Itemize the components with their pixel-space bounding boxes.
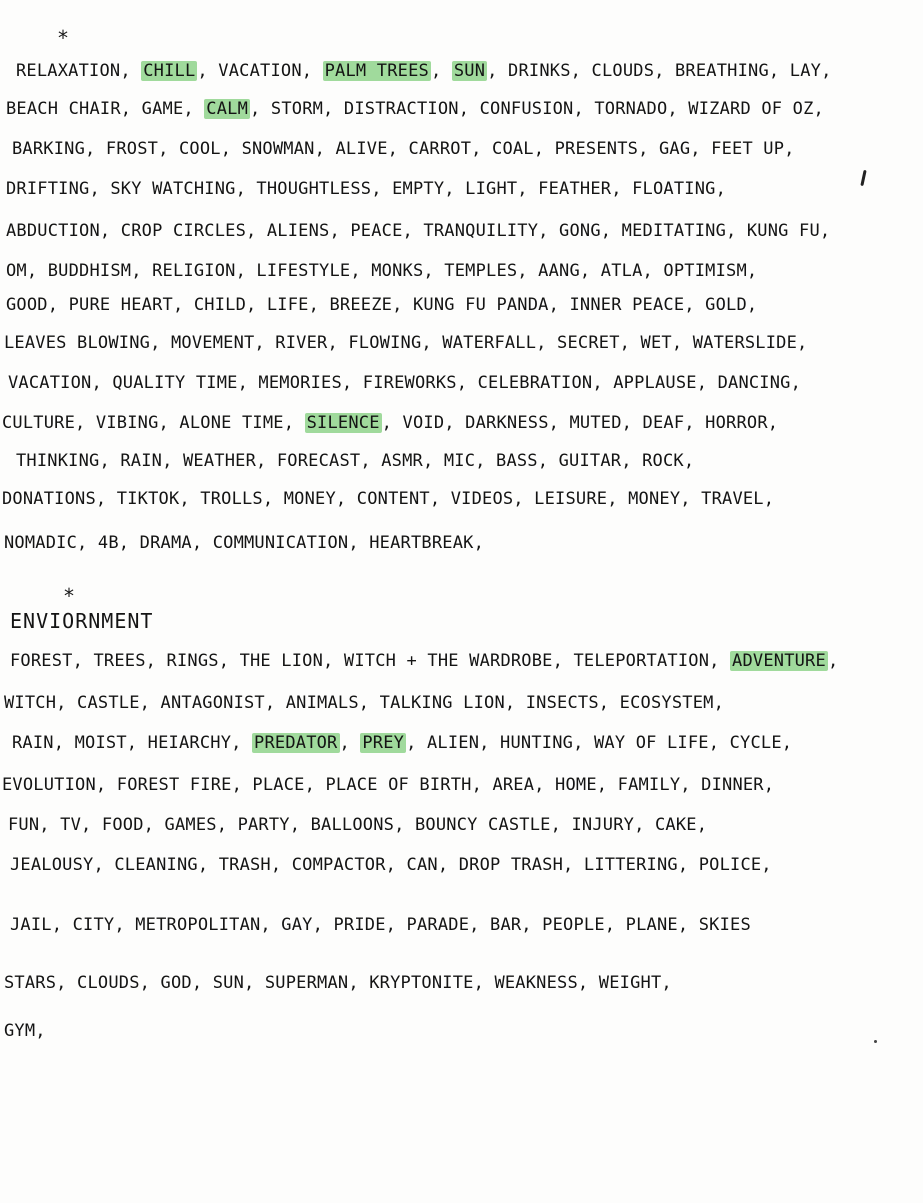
highlighted-word: SILENCE (306, 413, 380, 433)
highlighted-word: PREY (362, 733, 405, 753)
handwritten-line (10, 648, 838, 674)
handwritten-line (2, 486, 774, 512)
word-group: DRIFTING, SKY WATCHING, THOUGHTLESS, EMPTY, LIGHT, FEATHER, FLOATING, (6, 179, 727, 199)
word-group: , (430, 61, 452, 81)
handwritten-line (8, 812, 707, 838)
handwritten-line (8, 370, 801, 396)
word-group: RAIN, MOIST, HEIARCHY, (12, 733, 253, 753)
handwritten-line (4, 330, 807, 356)
word-group: , VOID, DARKNESS, MUTED, DEAF, HORROR, (381, 413, 779, 433)
word-group: BEACH CHAIR, GAME, (6, 99, 205, 119)
handwritten-line (12, 136, 795, 162)
word-group: , (827, 651, 839, 671)
word-group: NOMADIC, 4B, DRAMA, COMMUNICATION, HEARTBREAK, (4, 533, 485, 553)
word-group: FOREST, TREES, RINGS, THE LION, WITCH + THE WARDROBE, TELEPORTATION, (10, 651, 731, 671)
word-group: ABDUCTION, CROP CIRCLES, ALIENS, PEACE, TRANQUILITY, GONG, MEDITATING, KUNG FU, (6, 221, 831, 241)
pen-mark (860, 170, 866, 186)
highlighted-word: CALM (206, 99, 249, 119)
word-group: JEALOUSY, CLEANING, TRASH, COMPACTOR, CAN, DROP TRASH, LITTERING, POLICE, (10, 855, 772, 875)
highlighted-word: SUN (453, 61, 486, 81)
highlighted-word: PREDATOR (254, 733, 338, 753)
word-group: GYM, (4, 1021, 46, 1041)
highlighted-word: ADVENTURE (732, 651, 826, 671)
handwritten-line (6, 218, 830, 244)
pen-dot (874, 1040, 877, 1043)
word-group: RELAXATION, (16, 61, 142, 81)
star-mark-1: * (58, 26, 68, 50)
star-mark-2: * (64, 584, 74, 608)
word-group: , DRINKS, CLOUDS, BREATHING, LAY, (487, 61, 832, 81)
handwritten-line (10, 912, 751, 938)
handwritten-line (4, 970, 672, 996)
word-group: FUN, TV, FOOD, GAMES, PARTY, BALLOONS, BOUNCY CASTLE, INJURY, CAKE, (8, 815, 708, 835)
word-group: LEAVES BLOWING, MOVEMENT, RIVER, FLOWING, WATERFALL, SECRET, WET, WATERSLIDE, (4, 333, 808, 353)
word-group: , ALIEN, HUNTING, WAY OF LIFE, CYCLE, (406, 733, 793, 753)
handwritten-line (10, 852, 772, 878)
handwritten-line (4, 530, 484, 556)
word-group: THINKING, RAIN, WEATHER, FORECAST, ASMR, MIC, BASS, GUITAR, ROCK, (16, 451, 695, 471)
handwritten-line (6, 258, 757, 284)
word-group: VACATION, QUALITY TIME, MEMORIES, FIREWORKS, CELEBRATION, APPLAUSE, DANCING, (8, 373, 802, 393)
handwritten-line (16, 448, 694, 474)
word-group: , (339, 733, 361, 753)
word-group: CULTURE, VIBING, ALONE TIME, (2, 413, 305, 433)
word-group: , VACATION, (197, 61, 323, 81)
word-group: STARS, CLOUDS, GOD, SUN, SUPERMAN, KRYPTONITE, WEAKNESS, WEIGHT, (4, 973, 672, 993)
word-group: OM, BUDDHISM, RELIGION, LIFESTYLE, MONKS, TEMPLES, AANG, ATLA, OPTIMISM, (6, 261, 758, 281)
word-group: DONATIONS, TIKTOK, TROLLS, MONEY, CONTENT, VIDEOS, LEISURE, MONEY, TRAVEL, (2, 489, 775, 509)
handwritten-line (2, 410, 778, 436)
handwritten-line (2, 772, 774, 798)
highlighted-word: CHILL (143, 61, 196, 81)
handwritten-line (6, 96, 824, 122)
word-group: EVOLUTION, FOREST FIRE, PLACE, PLACE OF BIRTH, AREA, HOME, FAMILY, DINNER, (2, 775, 775, 795)
word-group: GOOD, PURE HEART, CHILD, LIFE, BREEZE, KUNG FU PANDA, INNER PEACE, GOLD, (6, 295, 758, 315)
handwritten-line (6, 176, 726, 202)
handwritten-line (4, 1018, 46, 1044)
word-group: WITCH, CASTLE, ANTAGONIST, ANIMALS, TALKING LION, INSECTS, ECOSYSTEM, (4, 693, 725, 713)
word-group: BARKING, FROST, COOL, SNOWMAN, ALIVE, CARROT, COAL, PRESENTS, GAG, FEET UP, (12, 139, 795, 159)
highlighted-word: PALM TREES (324, 61, 429, 81)
word-group: , STORM, DISTRACTION, CONFUSION, TORNADO, WIZARD OF OZ, (250, 99, 824, 119)
handwritten-line (4, 690, 724, 716)
handwritten-line (6, 292, 757, 318)
word-group: JAIL, CITY, METROPOLITAN, GAY, PRIDE, PARADE, BAR, PEOPLE, PLANE, SKIES (10, 915, 751, 935)
handwritten-line (12, 730, 792, 756)
section-heading-environment: ENVIORNMENT (10, 609, 154, 633)
handwritten-line (16, 58, 832, 84)
